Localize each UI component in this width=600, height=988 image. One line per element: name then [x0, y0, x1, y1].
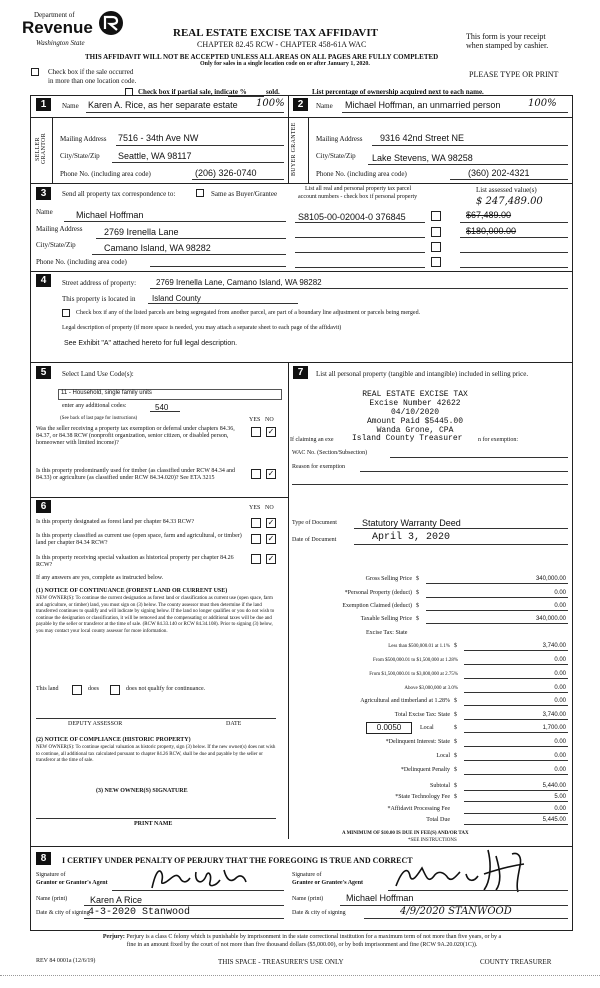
- parcel-line-2: [295, 237, 425, 238]
- land-does: does: [88, 686, 99, 692]
- print-name-line: [36, 818, 276, 819]
- located-value: Island County: [152, 294, 201, 303]
- located-label: This property is located in: [62, 295, 136, 303]
- corr-name: Michael Hoffman: [76, 210, 144, 220]
- form-title: REAL ESTATE EXCISE TAX AFFIDAVIT: [173, 27, 378, 39]
- sec3-top: [30, 183, 572, 184]
- seller-city-line: [112, 162, 284, 163]
- segregated-label: Check box if any of the listed parcels are being segregated from another parcel, are part of a boundary line adjustment or parcels being merged.: [76, 310, 421, 316]
- buyer-name: Michael Hoffman, an unmarried person: [345, 100, 501, 110]
- s6-q3-yes[interactable]: [251, 554, 261, 564]
- tier2-line: [464, 664, 568, 665]
- grantee-date-city: 4/9/2020 STANWOOD: [400, 906, 512, 917]
- corr-phone-label: Phone No. (including area code): [36, 258, 127, 266]
- new-owner-sig-title: (3) NEW OWNER(S) SIGNATURE: [96, 788, 188, 794]
- grantor-print-line: [84, 905, 284, 906]
- s6-q1: Is this property designated as forest land per chapter 84.33 RCW?: [36, 519, 195, 525]
- stamp-excise: Excise Number 42622: [369, 399, 461, 408]
- buyer-side-sep: [308, 117, 309, 183]
- corr-city: Camano Island, WA 98282: [104, 243, 211, 253]
- penalty-value: 0.00: [554, 767, 566, 773]
- parcel-line-1: [295, 222, 425, 223]
- grantor-print-name: Karen A Rice: [90, 895, 143, 905]
- value-line-3: [460, 252, 568, 253]
- sub-warning: Only for sales in a single location code on or after January 1, 2020.: [200, 61, 370, 67]
- tier2-value: 0.00: [554, 657, 566, 663]
- seller-side-label: SELLER GRANTOR: [35, 133, 47, 165]
- s6-q2-yes[interactable]: [251, 534, 261, 544]
- s5-q1-yes[interactable]: [251, 427, 261, 437]
- stamp-date: 04/10/2020: [390, 408, 439, 417]
- delinq-local-value: 0.00: [554, 753, 566, 759]
- street-line: [150, 288, 568, 289]
- corr-mailing-line: [96, 238, 286, 239]
- sec1-divider: [30, 117, 572, 118]
- buyer-phone-label: Phone No. (including area code): [316, 170, 407, 178]
- grantor-date-line: [84, 918, 284, 919]
- s5-q2: Is this property predominantly used for timber (as classified under RCW 84.34 and 84.33) or agriculture (as classified under RCW 84.34.020)? See ETA 3215: [36, 468, 236, 481]
- total-state-currency: $: [454, 712, 457, 718]
- frame-right: [572, 95, 573, 931]
- s6-no: NO: [265, 505, 274, 511]
- ag-line: [464, 705, 568, 706]
- buyer-side-label: BUYER GRANTEE: [291, 122, 297, 176]
- s6-q2-no[interactable]: ✓: [267, 534, 275, 543]
- ag-currency: $: [454, 698, 457, 704]
- if-yes: If any answers are yes, complete as instructed below.: [36, 575, 164, 581]
- doc-type: Statutory Warranty Deed: [362, 518, 461, 528]
- sec4-top: [30, 271, 572, 272]
- footer-noise-strip: [0, 975, 600, 982]
- tier2-label: From $500,000.01 to $1,500,000 at 1.28%: [373, 658, 458, 663]
- parcel-line-3: [295, 252, 425, 253]
- s6-q3: Is this property receiving special valuation as historical property per chapter 84.26 RCW?: [36, 555, 234, 568]
- frame-mid-1: [288, 95, 289, 183]
- tier3-value: 0.00: [554, 671, 566, 677]
- grantor-sig-line: [112, 890, 284, 891]
- dor-logo: [22, 9, 132, 53]
- buyer-name-label: Name: [316, 102, 333, 110]
- multi-location-line2: in more than one location code.: [48, 77, 137, 85]
- grantee-print-label: Name (print): [292, 896, 324, 902]
- seller-phone-label: Phone No. (including area code): [60, 170, 151, 178]
- corr-name-label: Name: [36, 208, 53, 216]
- section-3-badge: 3: [36, 187, 51, 200]
- seller-name-line: [86, 112, 284, 113]
- buyer-name-line: [342, 112, 568, 113]
- correspondence-label: Send all property tax correspondence to:: [62, 190, 176, 198]
- tier1-label: Less than $500,000.01 at 1.1%: [388, 644, 450, 649]
- land-use-value: 11 - Household, single family units: [61, 390, 152, 396]
- stamp-amount: Amount Paid $5445.00: [366, 417, 463, 426]
- partial-sale-label: Check box if partial sale, indicate %: [138, 88, 247, 96]
- receipt-note-1: This form is your receipt: [466, 32, 546, 41]
- perjury-label: Perjury:: [102, 934, 125, 940]
- tier1-value: 3,740.00: [542, 643, 566, 649]
- seller-phone-line: [192, 179, 284, 180]
- affidavit-fee-value: 0.00: [554, 806, 566, 812]
- personal-property-label: List all personal property (tangible and intangible) included in selling price.: [316, 370, 529, 378]
- gross-currency: $: [416, 576, 419, 582]
- taxable-line: [426, 623, 568, 624]
- multi-location-checkbox[interactable]: [31, 68, 39, 76]
- personal-label: *Personal Property (deduct): [344, 590, 412, 596]
- seller-pct: 100%: [256, 98, 285, 109]
- tech-fee-label: *State Technology Fee: [395, 794, 450, 800]
- perjury-line-1: Perjury is a class C felony which is punishable by imprisonment in the state correctional institution for a maximum term of not more than five years, or by a: [126, 934, 502, 940]
- grantee-date-line: [364, 918, 568, 919]
- doc-type-line: [354, 528, 568, 529]
- land-use-label: Select Land Use Code(s):: [62, 370, 134, 378]
- s5-q2-no[interactable]: ✓: [267, 469, 275, 478]
- parcel-personal-checkbox-1[interactable]: [431, 211, 441, 221]
- print-name-label: PRINT NAME: [134, 821, 173, 827]
- delinq-state-currency: $: [454, 739, 457, 745]
- treasurer-space: THIS SPACE - TREASURER'S USE ONLY: [218, 958, 344, 966]
- treasurer-stamp: [330, 390, 500, 435]
- local-rate: 0.0050: [376, 723, 402, 732]
- local-line: [464, 732, 568, 733]
- excise-state-label: Excise Tax: State: [366, 630, 408, 636]
- street-label: Street address of property:: [62, 279, 137, 287]
- s5-q1-no[interactable]: ✓: [267, 427, 275, 436]
- grantee-sig-label-2: Grantee or Grantee's Agent: [292, 880, 364, 886]
- local-value: 1,700.00: [542, 725, 566, 731]
- perjury-line-2: fine in an amount fixed by the court of not more than five thousand dollars ($5,000.00), or by both imprisonment and fine (RCW 9A.20.020(1C)).: [126, 942, 478, 948]
- local-label: Local: [420, 725, 434, 731]
- tier4-label: Above $3,000,000 at 3.0%: [404, 686, 458, 691]
- grantor-date-label: Date & city of signing: [36, 910, 90, 916]
- total-state-line: [464, 719, 568, 720]
- parcel-number: S8105-00-02004-0 376845: [298, 212, 406, 222]
- see-back: (See back of last page for instructions): [60, 416, 138, 421]
- tech-fee-value: 5.00: [554, 794, 566, 800]
- tier4-value: 0.00: [554, 685, 566, 691]
- land-use-select[interactable]: [58, 389, 282, 400]
- exemption-value: 0.00: [554, 603, 566, 609]
- buyer-phone: (360) 202-4321: [468, 168, 530, 178]
- gross-value: 340,000.00: [535, 576, 566, 582]
- personal-currency: $: [416, 590, 419, 596]
- receipt-note-2: when stamped by cashier.: [466, 41, 549, 50]
- sec5-top: [30, 362, 572, 363]
- reason-line: [360, 471, 568, 472]
- partial-sale-line: [228, 96, 264, 97]
- seller-phone: (206) 326-0740: [195, 168, 257, 178]
- taxable-label: Taxable Selling Price: [360, 616, 412, 622]
- penalty-label: *Delinquent Penalty: [400, 767, 450, 773]
- assessed-value-struck-1: $67,489.00: [466, 210, 512, 220]
- tier3-label: From $1,500,000.01 to $3,000,000 at 2.75%: [369, 672, 458, 677]
- value-line-4: [460, 267, 568, 268]
- value-head: List assessed value(s): [476, 186, 537, 194]
- grantee-sig-line: [388, 890, 568, 891]
- local-rate-box: [366, 722, 412, 734]
- seller-city: Seattle, WA 98117: [118, 151, 192, 161]
- buyer-city: Lake Stevens, WA 98258: [372, 153, 473, 163]
- corr-mailing: 2769 Irenella Lane: [104, 227, 179, 237]
- wac-line: [390, 457, 568, 458]
- grantor-print-label: Name (print): [36, 896, 68, 902]
- grantor-sig-label-2: Grantor or Grantor's Agent: [36, 880, 108, 886]
- section-1-badge: 1: [36, 98, 51, 111]
- legal-label: Legal description of property (if more space is needed, you may attach a separate sheet to each page of the affidavit): [62, 325, 342, 331]
- delinq-state-value: 0.00: [554, 739, 566, 745]
- this-land: This land: [36, 686, 59, 692]
- minimum-note: A MINIMUM OF $10.00 IS DUE IN FEE(S) AND/OR TAX: [342, 831, 469, 836]
- grantor-signature: [146, 864, 256, 892]
- s5-q1: Was the seller receiving a property tax exemption or deferral under chapters 84.36, 84.37, or 84.38 RCW (nonprofit organization, senior citizen, or disabled person, homeowner with limited income)?: [36, 426, 235, 446]
- assessed-value-struck-2: $180,000.00: [466, 226, 517, 236]
- section-4-badge: 4: [36, 274, 51, 287]
- value-line-2: [460, 237, 568, 238]
- corr-city-line: [92, 254, 286, 255]
- parcel-head-1: List all real and personal property tax parcel: [305, 186, 412, 192]
- state-line: Washington State: [36, 39, 85, 47]
- wac-label: WAC No. (Section/Subsection): [292, 450, 368, 456]
- seller-side-sep: [52, 117, 53, 183]
- affidavit-fee-label: *Affidavit Processing Fee: [387, 806, 450, 812]
- frame-top: [30, 95, 572, 96]
- buyer-pct: 100%: [528, 98, 557, 109]
- section-5-badge: 5: [36, 366, 51, 379]
- s6-q2: Is this property classified as current use (open space, farm and agricultural, or timber) land per chapter 84.34 RCW?: [36, 533, 242, 546]
- total-state-value: 3,740.00: [542, 712, 566, 718]
- delinq-local-label: Local: [436, 753, 450, 759]
- tier1-line: [464, 650, 568, 651]
- parcel-head-2: account numbers - check box if personal property: [298, 194, 418, 200]
- notice1-body: NEW OWNER(S): To continue the current designation as forest land or classification as current use (open space, farm and agriculture, or timber) land, you must sign on (3) below. The county assessor must then determine if the land transferred continues to qualify and will indicate by signing below. If the land no longer qualifies or you do not wish to continue the designation or classification, it will be removed and the compensating or additional taxes will be due and payable by the seller or transferor at the time of sale. (RCW 84.33.140 or RCW 84.34.108). Prior to signing (3) below, you may contact your local county assessor for more information.: [36, 596, 275, 634]
- seller-mailing-line: [116, 145, 284, 146]
- grantee-sig-label-1: Signature of: [292, 872, 322, 878]
- land-does-not-checkbox[interactable]: [110, 685, 120, 695]
- parcel-personal-checkbox-2[interactable]: [431, 227, 441, 237]
- buyer-mailing: 9316 42nd Street NE: [380, 133, 465, 143]
- certify-line: I CERTIFY UNDER PENALTY OF PERJURY THAT THE FOREGOING IS TRUE AND CORRECT: [62, 856, 413, 865]
- located-line: [148, 303, 298, 304]
- claiming-pre: If claiming an exe: [290, 437, 334, 443]
- claiming-post: n for exemption:: [478, 437, 518, 443]
- grantor-date-city: 4-3-2020 Stanwood: [88, 907, 191, 918]
- see-instructions: *SEE INSTRUCTIONS: [408, 838, 457, 843]
- tech-fee-currency: $: [454, 794, 457, 800]
- exemption-label: Exemption Claimed (deduct): [342, 603, 412, 609]
- local-currency: $: [454, 725, 457, 731]
- deputy-line: [36, 718, 276, 719]
- s5-q2-yes[interactable]: [251, 469, 261, 479]
- stamp-treasurer: Island County Treasurer: [352, 434, 463, 443]
- same-as-buyer-checkbox[interactable]: [196, 189, 204, 197]
- buyer-city-label: City/State/Zip: [316, 152, 356, 160]
- grantor-sig-label-1: Signature of: [36, 872, 66, 878]
- affidavit-fee-line: [464, 813, 568, 814]
- seller-name: Karen A. Rice, as her separate estate: [88, 100, 238, 110]
- total-due-value: 5,445.00: [542, 817, 566, 823]
- grantee-date-label: Date & city of signing: [292, 910, 346, 916]
- penalty-line: [464, 774, 568, 775]
- corr-phone-line: [150, 266, 286, 267]
- exemption-currency: $: [416, 603, 419, 609]
- deputy-date-label: DATE: [226, 721, 242, 727]
- assessed-value-written: $ 247,489.00: [476, 196, 543, 207]
- multi-location-line1: Check box if the sale occurred: [48, 68, 134, 76]
- corr-name-line: [64, 221, 286, 222]
- total-due-line: [464, 824, 568, 825]
- stamp-title: REAL ESTATE EXCISE TAX: [362, 390, 468, 399]
- seller-name-label: Name: [62, 102, 79, 110]
- revenue-wordmark: Revenue: [22, 18, 93, 37]
- frame-left: [30, 95, 31, 931]
- dept-line: Department of: [34, 11, 75, 19]
- form-chapter: CHAPTER 82.45 RCW - CHAPTER 458-61A WAC: [197, 40, 367, 49]
- doc-date-label: Date of Document: [292, 537, 337, 543]
- corr-city-label: City/State/Zip: [36, 241, 76, 249]
- parcel-personal-checkbox-4[interactable]: [431, 257, 441, 267]
- delinq-state-label: *Delinquent Interest: State: [385, 739, 450, 745]
- total-due-label: Total Due: [426, 817, 450, 823]
- parcel-line-4: [295, 267, 425, 268]
- s6-q1-no[interactable]: ✓: [267, 518, 275, 527]
- tech-fee-line: [464, 801, 568, 802]
- section-2-badge: 2: [293, 98, 308, 111]
- land-does-not: does not qualify for continuance.: [126, 686, 206, 692]
- ag-label: Agricultural and timberland at 1.28%: [360, 698, 450, 704]
- subtotal-currency: $: [454, 783, 457, 789]
- section-6-badge: 6: [36, 500, 51, 513]
- notice2-body: NEW OWNER(S): To continue special valuation as historic property, sign (3) below. If the new owner(s) does not wish to continue, all additional tax calculated pursuant to chapter 84.26 RCW, shall be due and payable by the seller or transferor at the time of sale.: [36, 745, 276, 764]
- ag-value: 0.00: [554, 698, 566, 704]
- same-as-buyer-label: Same as Buyer/Grantee: [211, 190, 278, 198]
- doc-date: April 3, 2020: [372, 532, 451, 543]
- land-does-checkbox[interactable]: [72, 685, 82, 695]
- s5-no: NO: [265, 417, 274, 423]
- delinq-state-line: [464, 746, 568, 747]
- personal-line: [426, 597, 568, 598]
- tier4-line: [464, 692, 568, 693]
- gross-line: [426, 583, 568, 584]
- grantee-print-name: Michael Hoffman: [346, 893, 414, 903]
- s6-q3-no[interactable]: ✓: [267, 554, 275, 563]
- sec6-top: [30, 497, 288, 498]
- notice1-title: (1) NOTICE OF CONTINUANCE (FOREST LAND OR CURRENT USE): [36, 588, 228, 594]
- reason-label: Reason for exemption: [292, 464, 345, 470]
- subtotal-line: [464, 790, 568, 791]
- doc-date-line: [354, 544, 568, 545]
- s5-yes: YES: [249, 417, 261, 423]
- seller-mailing-label: Mailing Address: [60, 135, 107, 143]
- penalty-currency: $: [454, 767, 457, 773]
- buyer-mailing-line: [372, 145, 568, 146]
- segregated-checkbox[interactable]: [62, 309, 70, 317]
- warning-line: THIS AFFIDAVIT WILL NOT BE ACCEPTED UNLESS ALL AREAS ON ALL PAGES ARE FULLY COMPLETED: [85, 53, 439, 61]
- section-7-badge: 7: [293, 366, 308, 379]
- county-treasurer: COUNTY TREASURER: [480, 958, 552, 966]
- tier1-currency: $: [454, 643, 457, 649]
- parcel-personal-checkbox-3[interactable]: [431, 242, 441, 252]
- buyer-phone-line: [450, 179, 568, 180]
- value-line-1: [460, 222, 568, 223]
- notice2-title: (2) NOTICE OF COMPLIANCE (HISTORIC PROPERTY): [36, 737, 191, 743]
- tier3-line: [464, 678, 568, 679]
- reason-line-2: [292, 484, 568, 485]
- sold-label: sold.: [266, 88, 280, 96]
- frame-mid-2: [288, 362, 289, 839]
- additional-value: 540: [155, 403, 169, 412]
- subtotal-label: Subtotal: [429, 783, 450, 789]
- s6-yes: YES: [249, 505, 261, 511]
- section-8-badge: 8: [36, 852, 51, 865]
- s6-q1-yes[interactable]: [251, 518, 261, 528]
- corr-mailing-label: Mailing Address: [36, 225, 83, 233]
- personal-value: 0.00: [554, 590, 566, 596]
- delinq-local-currency: $: [454, 753, 457, 759]
- additional-line: [150, 411, 180, 412]
- doc-type-label: Type of Document: [292, 520, 337, 526]
- additional-label: enter any additional codes:: [62, 403, 127, 409]
- buyer-city-line: [368, 164, 568, 165]
- exemption-line: [426, 610, 568, 611]
- delinq-local-line: [464, 760, 568, 761]
- total-state-label: Total Excise Tax: State: [394, 712, 450, 718]
- dor-logo-icon: [98, 9, 124, 37]
- list-pct: List percentage of ownership acquired next to each name.: [312, 88, 484, 96]
- stamp-name: Wanda Grone, CPA: [376, 426, 454, 435]
- please-type: PLEASE TYPE OR PRINT: [469, 70, 559, 79]
- buyer-mailing-label: Mailing Address: [316, 135, 363, 143]
- gross-label: Gross Selling Price: [365, 576, 412, 582]
- seller-city-label: City/State/Zip: [60, 152, 100, 160]
- subtotal-value: 5,440.00: [542, 783, 566, 789]
- street-value: 2769 Irenella Lane, Camano Island, WA 98282: [156, 278, 322, 287]
- deputy-label: DEPUTY ASSESSOR: [68, 721, 123, 727]
- seller-mailing: 7516 - 34th Ave NW: [118, 133, 199, 143]
- form-id: REV 84 0001a (12/6/19): [36, 958, 96, 964]
- frame-bottom: [30, 930, 572, 931]
- taxable-currency: $: [416, 616, 419, 622]
- taxable-value: 340,000.00: [535, 616, 566, 622]
- grantee-signature: [392, 846, 542, 896]
- perjury-note: [30, 933, 574, 949]
- exhibit-text: See Exhibit "A" attached hereto for full legal description.: [64, 340, 238, 347]
